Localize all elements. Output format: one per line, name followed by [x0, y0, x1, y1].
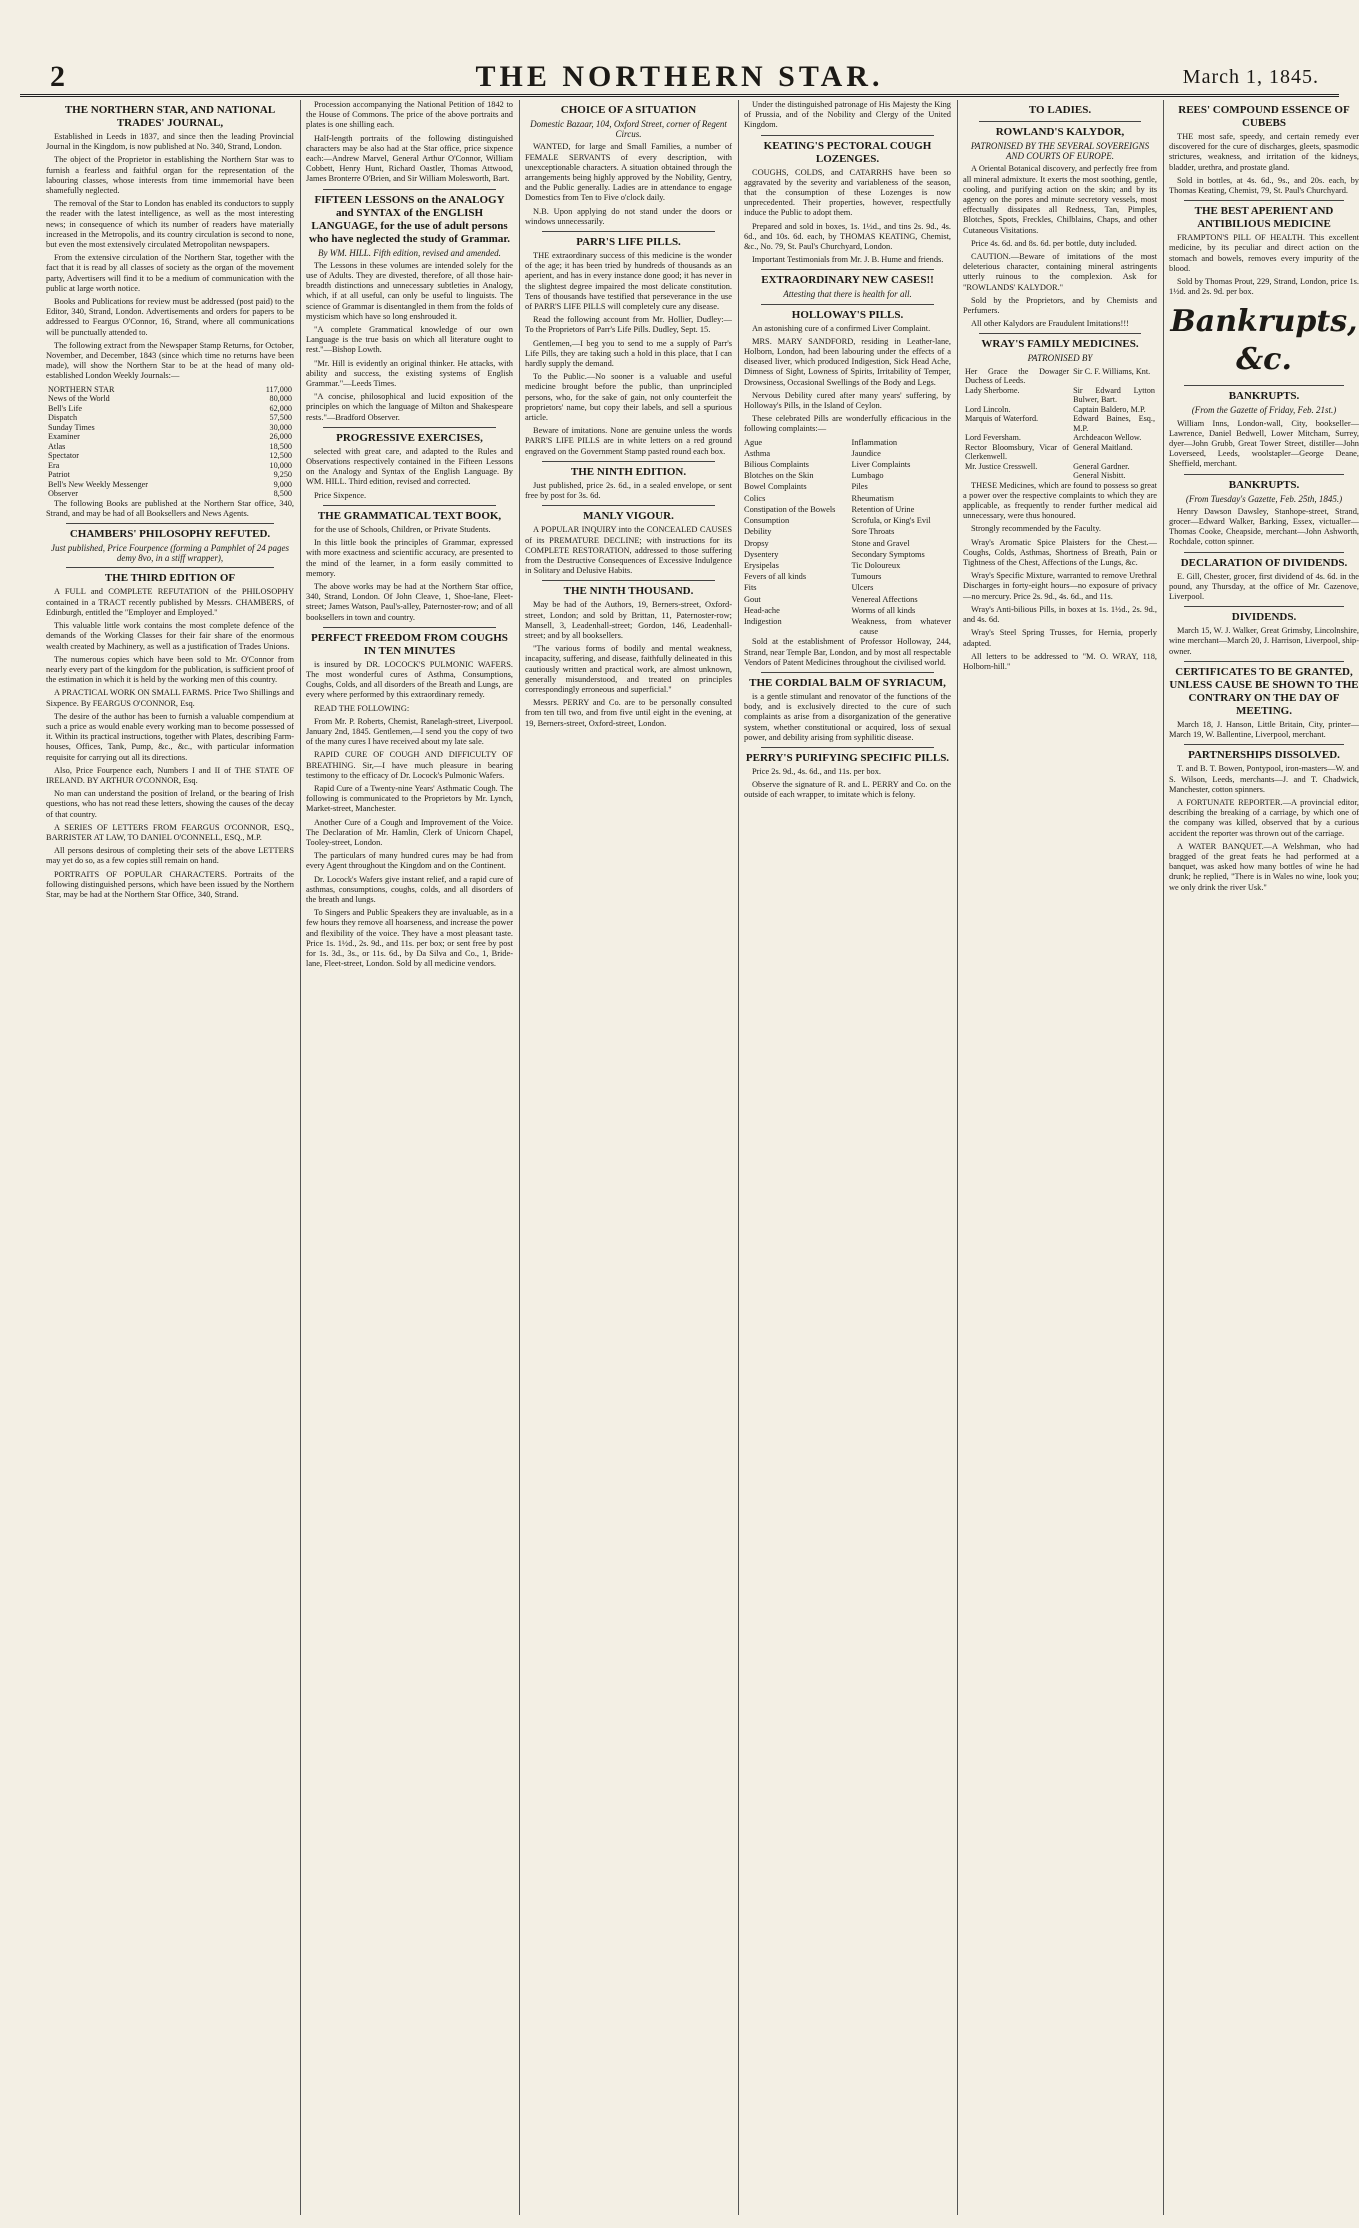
list-item: Sore Throats	[851, 527, 895, 537]
article-paragraph: Observe the signature of R. and L. PERRY and Co. on the outside of each wrapper, to imitate which is felony.	[744, 780, 951, 800]
section-banner: Bankrupts, &c.	[1170, 304, 1358, 378]
article-paragraph: Messrs. PERRY and Co. are to be personally consulted from ten till two, and from five until eight in the evening, at 19, Berners-street, Oxford-street, London.	[525, 698, 732, 728]
table-cell: General Nisbitt.	[1073, 471, 1126, 481]
divider	[1184, 474, 1344, 475]
list-item: Head-ache	[744, 605, 780, 615]
article-heading: CHOICE OF A SITUATION	[560, 104, 697, 116]
article-heading: PERRY'S PURIFYING SPECIFIC PILLS.	[745, 751, 950, 764]
article-heading: THE BEST APERIENT AND ANTIBILIOUS MEDICINE	[1194, 205, 1334, 231]
article-paragraph: All other Kalydors are Fraudulent Imitations!!!	[971, 319, 1129, 329]
divider	[542, 461, 716, 462]
table-row	[46, 385, 294, 395]
article-heading: PROGRESSIVE EXERCISES,	[336, 431, 483, 444]
article-paragraph: is insured by DR. LOCOCK'S PULMONIC WAFERS. The most wonderful cures of Asthma, Consumptions, Coughs, Colds, and all disorders of the Breath and Lungs, are every where performed by this extraordinary remedy.	[306, 659, 513, 700]
list-item: Blotches on the Skin	[744, 471, 814, 481]
list-item: Consumption	[744, 516, 790, 526]
table-cell: General Maitland.	[1073, 442, 1133, 452]
article-subheading: (From the Gazette of Friday, Feb. 21st.)	[1191, 405, 1337, 416]
column-1	[46, 100, 294, 2215]
article-paragraph: Strongly recommended by the Faculty.	[971, 524, 1101, 534]
article-paragraph: Under the distinguished patronage of His Majesty the King of Prussia, and of the Nobility and Clergy of the United Kingdom.	[744, 100, 951, 130]
listing-table	[46, 385, 294, 499]
article-paragraph: Sold in bottles, at 4s. 6d., 9s., and 20s. each, by Thomas Keating, Chemist, 79, St. Paul's Churchyard.	[1169, 175, 1359, 196]
article-subheading: Just published, Price Fourpence (forming a Pamphlet of 24 pages demy 8vo, in a stiff wrapper),	[51, 543, 289, 564]
table-cell: Bell's New Weekly Messenger	[48, 479, 149, 489]
article-paragraph: Price Sixpence.	[314, 490, 367, 500]
list-item: Indigestion	[744, 616, 782, 626]
article-paragraph: E. Gill, Chester, grocer, first dividend of 4s. 6d. in the pound, any Thursday, at the office of Mr. Cazenove, Liverpool.	[1169, 571, 1359, 602]
table-row	[963, 414, 1157, 433]
article-paragraph: The following Books are published at the Northern Star office, 340, Strand, and may be had of all Booksellers and News Agents.	[46, 498, 294, 518]
article-paragraph: Rapid Cure of a Twenty-nine Years' Asthmatic Cough. The following is communicated to the Proprietors by Mr. Lynch, Market-street, Manchester.	[306, 783, 513, 814]
article-heading: DIVIDENDS.	[1231, 611, 1297, 624]
list-item: Asthma	[744, 448, 771, 458]
newspaper-columns	[46, 100, 1359, 2215]
divider	[761, 269, 935, 270]
article-heading: HOLLOWAY'S PILLS.	[791, 308, 904, 321]
newspaper-title: THE NORTHERN STAR.	[475, 60, 884, 93]
article-subheading: (From Tuesday's Gazette, Feb. 25th, 1845.)	[1185, 493, 1343, 504]
article-paragraph: Read the following account from Mr. Hollier, Dudley:— To the Proprietors of Parr's Life Pills. Dudley, Sept. 15.	[525, 315, 732, 335]
table-cell: Bell's Life	[48, 403, 82, 413]
article-paragraph: The object of the Proprietor in establishing the Northern Star was to furnish a fearless and faithful organ for the representation of the labouring classes, whose interests from time immemorial have been shamefully neglected.	[46, 155, 294, 196]
article-paragraph: Beware of imitations. None are genuine unless the words PARR'S LIFE PILLS are in white letters on a red ground engraved on the Government Stamp pasted round each box.	[525, 426, 732, 456]
list-item: Lumbago	[851, 471, 884, 481]
table-row	[963, 433, 1157, 443]
table-cell: General Gardner.	[1073, 461, 1130, 471]
table-cell: Rector Bloomsbury, Vicar of Clerkenwell.	[965, 442, 1070, 462]
table-cell: NORTHERN STAR	[48, 384, 115, 394]
table-cell: 8,500	[273, 489, 292, 499]
article-heading: THE CORDIAL BALM OF SYRIACUM,	[749, 676, 946, 689]
table-row	[46, 451, 294, 461]
list-item: Retention of Urine	[851, 504, 915, 514]
table-row	[46, 432, 294, 442]
article-paragraph: Half-length portraits of the following distinguished characters may be also had at the Star office, price sixpence each:—Andrew Marvel, General Arthur O'Connor, William Cobbett, Henry Hunt, Richard Oastler, Thomas Attwood, James Bronterre O'Brien, and Sir William Molesworth, Bart.	[306, 133, 513, 184]
article-paragraph: is a gentle stimulant and renovator of the functions of the body, and is exclusively directed to the cure of such complaints as arise from a disorganization of the generative system, whether constitutional or acquired, loss of sexual power, and debility arising from syphilitic disease.	[744, 691, 951, 742]
table-cell: 80,000	[269, 394, 292, 404]
list-item: Weakness, from whatever cause	[851, 616, 951, 637]
article-heading: REES' COMPOUND ESSENCE OF CUBEBS	[1178, 104, 1350, 129]
article-heading: EXTRAORDINARY NEW CASES!!	[761, 274, 934, 287]
column-3	[519, 100, 732, 2215]
article-heading: CHAMBERS' PHILOSOPHY REFUTED.	[69, 528, 271, 541]
article-paragraph: Dr. Locock's Wafers give instant relief, and a rapid cure of asthmas, consumptions, coughs, colds, and all disorders of the breath and lungs.	[306, 874, 513, 904]
article-heading: PERFECT FREEDOM FROM COUGHS IN TEN MINUTES	[311, 631, 508, 657]
list-item: Worms of all kinds	[851, 605, 916, 615]
list-item: Gout	[744, 594, 761, 604]
article-paragraph: COUGHS, COLDS, and CATARRHS have been so aggravated by the severity and variableness of the season, that the consumption of these Lozenges is now unprecedented. Their properties, however, respectfully induce the Public to adopt them.	[744, 167, 951, 218]
table-row	[46, 394, 294, 404]
table-cell: 18,500	[269, 441, 292, 451]
divider	[761, 672, 935, 673]
divider	[1184, 744, 1344, 745]
article-paragraph: Wray's Anti-bilious Pills, in boxes at 1s. 1½d., 2s. 9d., and 4s. 6d.	[963, 604, 1157, 625]
article-paragraph: CAUTION.—Beware of imitations of the most deleterious character, containing mineral astringents utterly ruinous to the complexion. Ask for "ROWLANDS' KALYDOR."	[963, 252, 1157, 292]
list-item: Ague	[744, 437, 763, 447]
divider	[542, 580, 716, 581]
article-paragraph: WANTED, for large and Small Families, a number of FEMALE SERVANTS of every description, with unexceptionable characters. A situation obtained through the arrangements being highly approved by the Nobility, Gentry, and the Public generally. Ladies are in attendance to engage Domestics from Ten to Five o'clock daily.	[525, 142, 732, 203]
divider	[323, 427, 497, 428]
article-heading: BANKRUPTS.	[1228, 478, 1300, 491]
table-cell: Sir Edward Lytton Bulwer, Bart.	[1073, 385, 1155, 405]
article-heading: PARTNERSHIPS DISSOLVED.	[1188, 749, 1340, 762]
article-paragraph: The above works may be had at the Northern Star office, 340, Strand, London. Of John Cleave, 1, Shoe-lane, Fleet-street; James Watson, Paul's-alley, Paternoster-row; and of all booksellers in town and country.	[306, 581, 513, 622]
article-paragraph: A POPULAR INQUIRY into the CONCEALED CAUSES of its PREMATURE DECLINE; with instructions for its COMPLETE RESTORATION, addressed to those suffering from the Destructive Consequences of Excessive Indulgence in Solitary and Delusive Habits.	[525, 525, 732, 576]
table-cell: 9,000	[273, 479, 292, 489]
article-paragraph: T. and B. T. Bowen, Pontypool, iron-masters—W. and S. Wilson, Leeds, merchants—J. and T. Chadwick, Manchester, cotton spinners.	[1169, 764, 1359, 794]
article-paragraph: Wray's Specific Mixture, warranted to remove Urethral Discharges in forty-eight hours—no exposure of privacy—no mercury. Price 2s. 9d., 4s. 6d., and 11s.	[963, 571, 1157, 601]
list-item: Debility	[744, 527, 772, 537]
table-cell: Lord Feversham.	[965, 433, 1021, 443]
column-4	[738, 100, 951, 2215]
divider	[979, 333, 1142, 334]
list-item: Tumours	[851, 572, 882, 582]
table-row	[46, 461, 294, 471]
table-cell: 57,500	[269, 413, 292, 423]
table-cell: Spectator	[48, 451, 79, 461]
list-item: Scrofula, or King's Evil	[851, 516, 931, 526]
list-item: Rheumatism	[851, 493, 894, 503]
article-paragraph: Procession accompanying the National Petition of 1842 to the House of Commons. The price of the above portraits and plates is one shilling each.	[306, 100, 513, 130]
divider	[1184, 606, 1344, 607]
list-item: Bowel Complaints	[744, 482, 807, 492]
article-heading: THE NINTH THOUSAND.	[563, 585, 694, 598]
article-paragraph: A PRACTICAL WORK ON SMALL FARMS. Price Two Shillings and Sixpence. By FEARGUS O'CONNOR, Esq.	[46, 688, 294, 708]
divider	[1184, 385, 1344, 386]
article-paragraph: "A concise, philosophical and lucid exposition of the principles on which the language of Milton and Shakespeare rests."—Bradford Observer.	[306, 392, 513, 422]
article-paragraph: THE most safe, speedy, and certain remedy ever discovered for the cure of discharges, gleets, spasmodic strictures, weakness, and irritation of the kidneys, bladder, urethra, and prostate gland.	[1169, 132, 1359, 172]
divider	[761, 747, 935, 748]
article-subheading: Domestic Bazaar, 104, Oxford Street, corner of Regent Circus.	[530, 119, 727, 140]
table-row	[46, 470, 294, 480]
article-paragraph: No man can understand the position of Ireland, or the bearing of Irish questions, who has not read these letters, showing the causes of the decay of that country.	[46, 789, 294, 819]
divider	[66, 567, 274, 568]
article-paragraph: Prepared and sold in boxes, 1s. 1½d., and tins 2s. 9d., 4s. 6d., and 10s. 6d. each, by THOMAS KEATING, Chemist, &c., No. 79, St. Paul's Churchyard, London.	[744, 221, 951, 252]
list-item: Liver Complaints	[851, 460, 911, 470]
list-item: Fits	[744, 583, 757, 593]
table-cell: 12,500	[269, 451, 292, 461]
list-item: Dropsy	[744, 538, 769, 548]
list-item: Ulcers	[851, 583, 874, 593]
table-row	[46, 480, 294, 490]
article-paragraph: Wray's Aromatic Spice Plaisters for the Chest.—Coughs, Colds, Asthmas, Shortness of Breath, Pain or Tightness of the Chest, Affections of the Lungs, &c.	[963, 537, 1157, 568]
article-paragraph: Henry Dawson Dawsley, Stanhope-street, Strand, grocer—Edward Walker, Barking, Essex, victualler—Thomas Cooke, Cheapside, merchant—John Ashworth, Rochdale, cotton spinner.	[1169, 506, 1359, 547]
article-paragraph: PORTRAITS OF POPULAR CHARACTERS. Portraits of the following distinguished persons, which have been issued by the Northern Star, may be had at the Northern Star Office, 340, Strand.	[46, 869, 294, 899]
table-cell: 9,250	[273, 470, 292, 480]
list-item: Fevers of all kinds	[744, 572, 807, 582]
article-paragraph: In this little book the principles of Grammar, expressed with more exactness and scientific accuracy, are presented to the mind of the learner, in a form easily committed to memory.	[306, 538, 513, 578]
article-heading: BANKRUPTS.	[1228, 390, 1300, 403]
divider	[323, 627, 497, 628]
article-paragraph: "The various forms of bodily and mental weakness, incapacity, suffering, and disease, faithfully delineated in this cautiously written and practical work, are almost unknown, generally misunderstood, and treated on principles correspondingly erroneous and superficial."	[525, 644, 732, 694]
article-paragraph: Sold by Thomas Prout, 229, Strand, London, price 1s. 1½d. and 2s. 9d. per box.	[1169, 277, 1359, 297]
article-paragraph: An astonishing cure of a confirmed Liver Complaint.	[752, 323, 931, 333]
table-cell: Dispatch	[48, 413, 78, 423]
table-cell: 26,000	[269, 432, 292, 442]
table-row	[963, 443, 1157, 462]
article-subheading: PATRONISED BY THE SEVERAL SOVEREIGNS AND COURTS OF EUROPE.	[970, 141, 1150, 162]
divider	[542, 231, 716, 232]
article-paragraph: May be had of the Authors, 19, Berners-street, Oxford-street, London; and sold by Brittan, 11, Paternoster-row; Mansell, 3, Leadenhall-street; Gordon, 146, Leadenhall-street; and by all booksellers.	[525, 600, 732, 640]
article-paragraph: Nervous Debility cured after many years' suffering, by Holloway's Pills, in the Island of Ceylon.	[744, 390, 951, 411]
table-row	[46, 442, 294, 452]
table-cell: 117,000	[265, 384, 292, 394]
article-heading: THE GRAMMATICAL TEXT BOOK,	[317, 509, 502, 522]
divider	[761, 304, 935, 305]
table-cell: Archdeacon Wellow.	[1073, 433, 1142, 443]
article-paragraph: William Inns, London-wall, City, bookseller—Lawrence, Daniel Bedwell, Lower Mitcham, Surrey, dyer—John Grubb, Great Tower Street, distiller—John Loverseed, Leeds, woolstapler—George Deane, Sheffield, merchant.	[1169, 418, 1359, 469]
article-paragraph: Another Cure of a Cough and Improvement of the Voice. The Declaration of Mr. Hamlin, Clerk of Unicorn Chapel, Tooley-street, London.	[306, 817, 513, 847]
article-paragraph: The following extract from the Newspaper Stamp Returns, for October, November, and December, 1843 (since which time no returns have been made), will show the Northern Star to be at the head of many old-established London Weekly Journals:—	[46, 340, 294, 381]
table-cell	[963, 471, 1071, 481]
article-paragraph: All letters to be addressed to "M. O. WRAY, 118, Holborn-hill."	[963, 651, 1157, 671]
article-paragraph: The desire of the author has been to furnish a valuable compendium at such a price as would enable every working man to become possessed of it. Within its practical instructions, together with Plates, describing Farm-houses, Offices, Tank, Pump, &c., &c., with particular information requisite for carrying out all its directions.	[46, 711, 294, 762]
table-cell: Lord Lincoln.	[965, 404, 1011, 414]
article-heading: TO LADIES.	[1028, 104, 1092, 116]
article-paragraph: From the extensive circulation of the Northern Star, together with the fact that it is read by all classes of society as the organ of the movement party, Advertisers will find it to be a medium of communication with the public at large worth notice.	[46, 253, 294, 293]
list-item: Jaundice	[851, 448, 881, 458]
divider	[542, 505, 716, 506]
table-cell: Examiner	[48, 432, 80, 442]
article-paragraph: "Mr. Hill is evidently an original thinker. He attacks, with ability and success, the existing systems of English Grammar."—Leeds Times.	[306, 358, 513, 389]
page-number: 2	[50, 60, 65, 93]
list-item: Stone and Gravel	[851, 538, 910, 548]
table-row	[46, 423, 294, 433]
list-item: Piles	[851, 482, 868, 492]
table-cell: Edward Baines, Esq., M.P.	[1073, 414, 1155, 433]
article-paragraph: To the Public.—No sooner is a valuable and useful medicine brought before the public, than unprincipled persons, who, for the sake of gain, not only counterfeit the proprietors' name, but copy their labels, and sell a spurious article.	[525, 372, 732, 423]
list-item: Tic Doloureux	[851, 560, 901, 570]
column-2	[300, 100, 513, 2215]
article-paragraph: A FULL and COMPLETE REFUTATION of the PHILOSOPHY contained in a TRACT recently published by Messrs. CHAMBERS, of Edinburgh, entitled the "Employer and Employed."	[46, 587, 294, 617]
article-paragraph: Price 4s. 6d. and 8s. 6d. per bottle, duty included.	[971, 238, 1137, 248]
article-paragraph: RAPID CURE OF COUGH AND DIFFICULTY OF BREATHING. Sir,—I have much pleasure in bearing testimony to the efficacy of Dr. Locock's Pulmonic Wafers.	[306, 750, 513, 780]
issue-date: March 1, 1845.	[1182, 66, 1319, 88]
table-cell: 62,000	[269, 403, 292, 413]
article-paragraph: The removal of the Star to London has enabled its conductors to supply the reader with the latest intelligence, as well as the most interesting news; in consequence of which its number of readers have materially increased in the Metropolis, and its country circulation is second to none, but even the most extensively circulated Metropolitan newspapers.	[46, 199, 294, 250]
list-item: Constipation of the Bowels	[744, 504, 836, 514]
table-row	[46, 489, 294, 499]
article-heading: ROWLAND'S KALYDOR,	[995, 126, 1125, 138]
divider	[979, 121, 1142, 122]
list-item: Erysipelas	[744, 560, 779, 570]
table-cell: Era	[48, 460, 60, 470]
article-heading: FIFTEEN LESSONS on the ANALOGY and SYNTAX of the ENGLISH LANGUAGE, for the use of adult persons who have neglected the study of Grammar.	[309, 193, 510, 245]
article-paragraph: Important Testimonials from Mr. J. B. Hume and friends.	[752, 255, 944, 265]
article-paragraph: The particulars of many hundred cures may be had from every Agent throughout the Kingdom and on the Continent.	[306, 851, 513, 871]
article-paragraph: Books and Publications for review must be addressed (post paid) to the Editor, 340, Strand, London. Advertisements and orders for papers to be addressed to Feargus O'Connor, 16, Strand, where all communications will be punctually attended to.	[46, 297, 294, 337]
article-heading: THE NORTHERN STAR, AND NATIONAL TRADES' JOURNAL,	[64, 104, 276, 129]
table-row	[963, 471, 1157, 481]
article-paragraph: To Singers and Public Speakers they are invaluable, as in a few hours they remove all hoarseness, and increase the power and flexibility of the voice. They have a most pleasant taste. Price 1s. 1½d., 2s. 9d., and 11s. per box; or sent free by post for 1s. 3d., 3s., or 11s. 6d., by Da Silva and Co., 1, Bride-lane, Fleet-street, London. Sold by all medicine vendors.	[306, 908, 513, 969]
listing-table	[963, 367, 1157, 481]
article-paragraph: "A complete Grammatical knowledge of our own Language is the true basis on which all literature ought to rest."—Bishop Lowth.	[306, 325, 513, 355]
table-row	[963, 405, 1157, 415]
table-cell: News of the World	[48, 394, 110, 404]
column-5	[957, 100, 1157, 2215]
article-paragraph: This valuable little work contains the most complete defence of the demands of the Working Classes for their fair share of the enormous wealth created by Machinery, as well as a justification of Trades Unions.	[46, 621, 294, 651]
article-heading: WRAY'S FAMILY MEDICINES.	[981, 338, 1139, 351]
article-paragraph: Sold at the establishment of Professor Holloway, 244, Strand, near Temple Bar, London, and by most all respectable Vendors of Patent Medicines throughout the civilised world.	[744, 637, 951, 667]
list-item: Colics	[744, 493, 766, 503]
article-paragraph: Price 2s. 9d., 4s. 6d., and 11s. per box.	[752, 766, 882, 776]
article-heading: KEATING'S PECTORAL COUGH LOZENGES.	[763, 139, 932, 165]
article-paragraph: A SERIES OF LETTERS FROM FEARGUS O'CONNOR, ESQ., BARRISTER AT LAW, TO DANIEL O'CONNELL, ESQ., M.P.	[46, 822, 294, 842]
table-cell: Sunday Times	[48, 422, 95, 432]
table-cell: Lady Sherborne.	[965, 385, 1020, 395]
article-paragraph: MRS. MARY SANDFORD, residing in Leather-lane, Holborn, London, had been labouring under the effects of a diseased liver, which produced Indigestion, Sick Head Ache, Dimness of Sight, Lowness of Spirits, Irritability of Temper, Drowsiness, Occasional Swellings of the Body and Legs.	[744, 336, 951, 387]
article-paragraph: Gentlemen,—I beg you to send to me a supply of Parr's Life Pills, they are taking such a hold in this place, that I can hardly supply the demand.	[525, 338, 732, 369]
table-cell: 10,000	[269, 460, 292, 470]
article-subheading: PATRONISED BY	[1027, 353, 1093, 364]
article-paragraph: THESE Medicines, which are found to possess so great a power over the respective complaints to which they are applicable, as frequently to render further medical aid unnecessary, were thus honoured.	[963, 480, 1157, 521]
divider	[1184, 200, 1344, 201]
article-paragraph: These celebrated Pills are wonderfully efficacious in the following complaints:—	[744, 414, 951, 434]
article-paragraph: A FORTUNATE REPORTER.—A provincial editor, describing the breaking of a carriage, by which one of the company was killed, observed that by a curious accident the reporter was thrown out of the carriage.	[1169, 797, 1359, 838]
table-cell: Captain Baldero, M.P.	[1073, 404, 1146, 414]
masthead	[20, 60, 1339, 97]
article-paragraph: Established in Leeds in 1837, and since then the leading Provincial Journal in the Kingdom, is now published at No. 340, Strand, London.	[46, 132, 294, 152]
table-cell: Observer	[48, 489, 79, 499]
article-paragraph: Sold by the Proprietors, and by Chemists and Perfumers.	[963, 295, 1157, 316]
article-paragraph: READ THE FOLLOWING:	[314, 703, 410, 713]
table-row	[963, 367, 1157, 386]
list-item: Secondary Symptoms	[851, 549, 925, 559]
divider	[323, 189, 497, 190]
article-paragraph: A WATER BANQUET.—A Welshman, who had bragged of the great feats he had performed at a banquet, was asked how many bottles of wine he had drunk; he replied, "There is in Wales no wine, look you; we only drink the river Usk."	[1169, 841, 1359, 892]
table-cell: Mr. Justice Cresswell.	[965, 461, 1038, 471]
article-heading: DECLARATION OF DIVIDENDS.	[1180, 556, 1348, 569]
divider	[323, 505, 497, 506]
article-subheading: By WM. HILL. Fifth edition, revised and amended.	[318, 247, 501, 258]
table-cell: Her Grace the Dowager Duchess of Leeds.	[965, 366, 1070, 386]
table-cell: Patriot	[48, 470, 70, 480]
list-item: Inflammation	[851, 437, 898, 447]
article-paragraph: All persons desirous of completing their sets of the above LETTERS may yet do so, as a few copies still remain on hand.	[46, 846, 294, 866]
table-cell: Marquis of Waterford.	[965, 414, 1039, 424]
article-paragraph: for the use of Schools, Children, or Private Students.	[314, 524, 491, 534]
article-paragraph: N.B. Upon applying do not stand under the doors or windows unnecessarily.	[525, 206, 732, 226]
article-paragraph: THE extraordinary success of this medicine is the wonder of the age; it has been tried by hundreds of thousands as an aperient, and has in every instance done good; it has never in the slightest degree impaired the most delicate constitution. Tens of thousands have testified that perseverance in the use of PARR'S LIFE PILLS will completely cure any disease.	[525, 251, 732, 312]
article-paragraph: The Lessons in these volumes are intended solely for the use of Adults. They are divested, therefore, of all those hair-breadth distinctions and unnecessary subtleties in Analogy, which, if at all useful, can only be useful to linguists. The science of Grammar is disentangled in them from the folds of mysticism which have so long enshrouded it.	[306, 260, 513, 321]
article-paragraph: FRAMPTON'S PILL OF HEALTH. This excellent medicine, by its peculiar and direct action on the stomach and bowels, removes every impurity of the blood.	[1169, 233, 1359, 273]
article-subheading: Attesting that there is health for all.	[783, 289, 912, 300]
article-paragraph: selected with great care, and adapted to the Rules and Observations respectively contained in the Fifteen Lessons on the Analogy and Syntax of the English Language. By WM. HILL. Third edition, revised and corrected.	[306, 446, 513, 487]
article-paragraph: March 15, W. J. Walker, Great Grimsby, Lincolnshire, wine merchant—March 20, J. Harrison, Liverpool, ship-owner.	[1169, 626, 1359, 656]
table-row	[963, 462, 1157, 472]
article-paragraph: Also, Price Fourpence each, Numbers I and II of THE STATE OF IRELAND. BY ARTHUR O'CONNOR, Esq.	[46, 765, 294, 785]
article-heading: THE THIRD EDITION OF	[104, 572, 236, 585]
divider	[66, 523, 274, 524]
table-row	[46, 413, 294, 423]
column-6	[1163, 100, 1359, 2215]
table-cell: Sir C. F. Williams, Knt.	[1073, 366, 1151, 376]
article-heading: PARR'S LIFE PILLS.	[576, 236, 681, 249]
table-row	[963, 386, 1157, 405]
divider	[1184, 552, 1344, 553]
article-paragraph: Wray's Steel Spring Trusses, for Hernia, properly adapted.	[963, 628, 1157, 648]
article-paragraph: The numerous copies which have been sold to Mr. O'Connor from nearly every part of the kingdom for the publication, is sufficient proof of the estimation in which it is held by the working men of this country.	[46, 654, 294, 685]
article-paragraph: From Mr. P. Roberts, Chemist, Ranelagh-street, Liverpool. January 2nd, 1845. Gentlemen,—I send you the copy of two of the many cures I have received about my late sale.	[306, 716, 513, 747]
table-cell: 30,000	[269, 422, 292, 432]
article-heading: CERTIFICATES TO BE GRANTED, UNLESS CAUSE BE SHOWN TO THE CONTRARY ON THE DAY OF MEETING.	[1169, 665, 1359, 717]
list-item: Venereal Affections	[851, 594, 918, 604]
list-item: Bilious Complaints	[744, 460, 809, 470]
article-heading: THE NINTH EDITION.	[570, 465, 687, 478]
table-cell: Atlas	[48, 441, 66, 451]
table-row	[46, 404, 294, 414]
divider	[761, 135, 935, 136]
article-heading: MANLY VIGOUR.	[583, 510, 674, 523]
complaint-list	[744, 438, 951, 638]
article-paragraph: March 18, J. Hanson, Little Britain, City, printer—March 19, W. Ballentine, Liverpool, merchant.	[1169, 719, 1359, 740]
article-paragraph: A Oriental Botanical discovery, and perfectly free from all mineral admixture. It exerts the most soothing, gentle, cooling, and purifying action on the skin; and by its agency on the pores and minute secretory vessels, most effectually dissipates all Redness, Tan, Pimples, Blotches, Spots, Freckles, Chilblains, Chaps, and other Cutaneous Visitations.	[963, 164, 1157, 235]
article-paragraph: Just published, price 2s. 6d., in a sealed envelope, or sent free by post for 3s. 6d.	[525, 480, 732, 501]
list-item: Dysentery	[744, 549, 779, 559]
divider	[1184, 661, 1344, 662]
